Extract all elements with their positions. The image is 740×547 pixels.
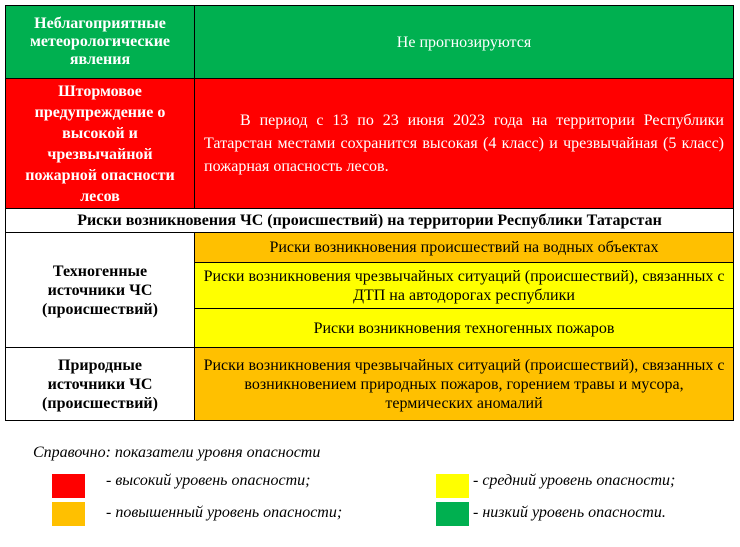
risks-header-text: Риски возникновения ЧС (происшествий) на территории Республики Татарстан [77,212,662,229]
technogenic-label: Техногенные источники ЧС (происшествий) [42,262,158,318]
technogenic-item-traffic [194,262,734,309]
risks-header [5,208,734,233]
weather-value: Не прогнозируются [396,33,532,51]
technogenic-item-traffic-text: Риски возникновения чрезвычайных ситуаций (происшествий), связанных с ДТП на автодорогах республики [203,267,725,304]
legend-swatch-low [436,502,469,526]
legend-swatch-medium [436,474,469,498]
storm-label-cell [5,78,195,209]
technogenic-item-water [194,232,734,263]
storm-value: В период с 13 по 23 июня 2023 года на территории Республики Татарстан местами сохранится высокая (4 класс) и чрезвычайная (5 класс) пожарная опасность лесов. [204,112,724,175]
legend-title: Справочно: показатели уровня опасности [33,444,321,461]
legend-label-medium: - средний уровень опасности; [473,472,676,489]
technogenic-item-fires-text: Риски возникновения техногенных пожаров [313,319,615,337]
legend-swatch-elevated [52,502,85,526]
natural-label-cell [5,347,195,421]
natural-value: Риски возникновения чрезвычайных ситуаций (происшествий), связанных с возникновением природных пожаров, горением травы и мусора, термических аномалий [203,356,725,412]
natural-label: Природные источники ЧС (происшествий) [42,356,158,412]
storm-label: Штормовое предупреждение о высокой и чрезвычайной пожарной опасности лесов [25,82,175,205]
legend-swatch-high [52,474,85,498]
legend-label-low: - низкий уровень опасности. [473,504,666,521]
weather-label: Неблагоприятные метеорологические явления [29,15,171,68]
weather-label-cell [5,5,195,79]
technogenic-label-cell [5,232,195,348]
technogenic-item-water-text: Риски возникновения происшествий на водных объектах [269,239,659,256]
weather-value-cell [194,5,734,79]
legend-label-elevated: - повышенный уровень опасности; [106,504,343,521]
technogenic-item-fires [194,308,734,348]
storm-value-cell [194,78,734,209]
legend-label-high: - высокий уровень опасности; [106,472,311,489]
natural-value-cell [194,347,734,421]
